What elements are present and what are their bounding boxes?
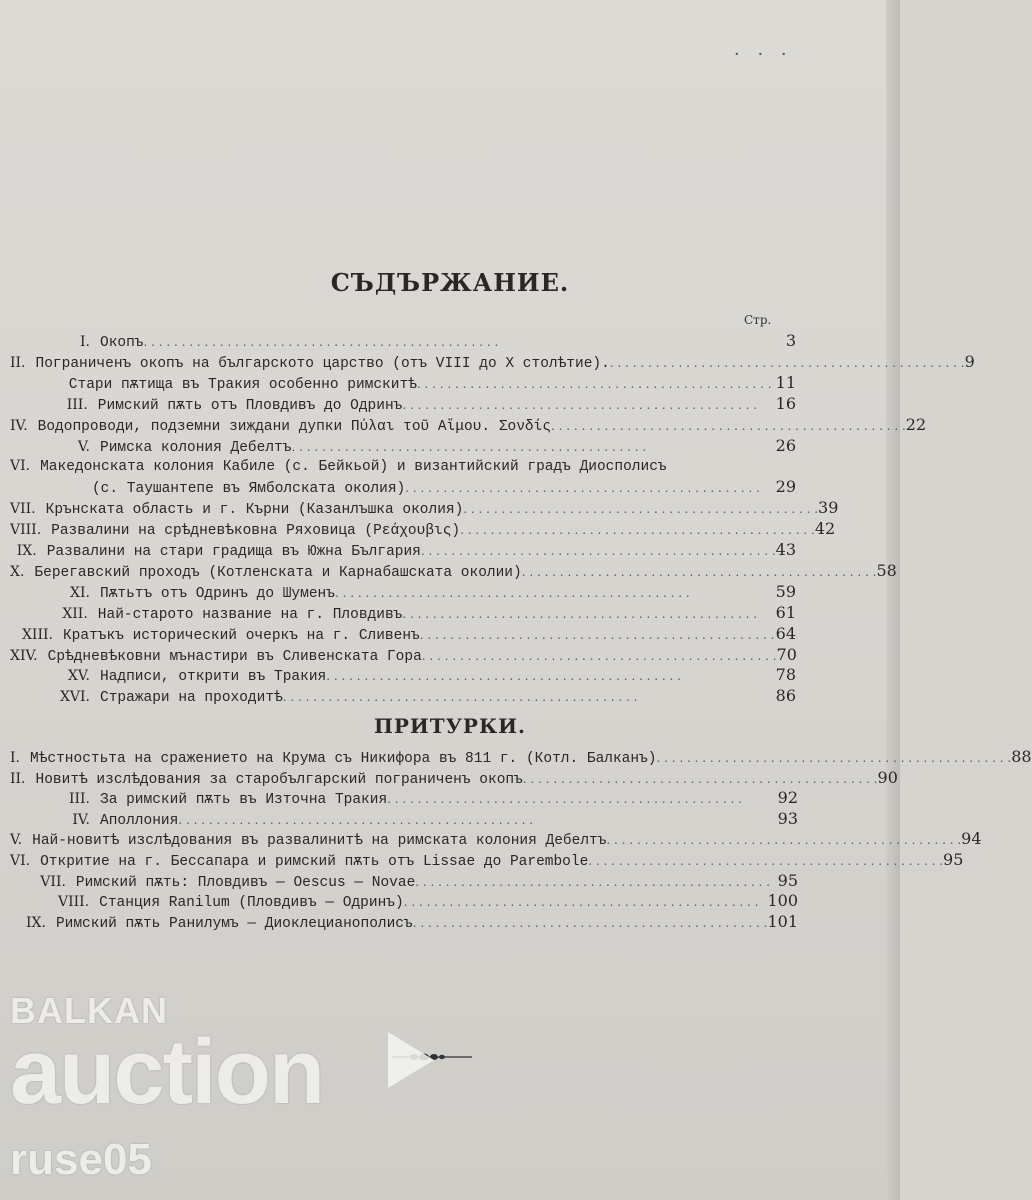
entry-number: II.: [10, 354, 26, 371]
contents-heading: СЪДЪРЖАНИЕ.: [330, 268, 570, 297]
entry-title: Надписи, открити въ Тракия: [100, 669, 327, 686]
contents-entry: [10, 625, 796, 645]
dot-leader: . . . . . . . . . . . . . . . . . . . . . . . . . . . . . . . . . . . . . . . . . . . . . . .: [282, 690, 638, 705]
contents-entry: [10, 666, 796, 686]
dot-leader: . . . . . . . . . . . . . . . . . . . . . . . . . . . . . . . . . . . . . . . . . . . . . . .: [405, 481, 760, 496]
contents-entry: [10, 646, 796, 666]
entry-page-number: 58: [876, 560, 897, 580]
entry-title: Римский пѫть: Пловдивъ — Oescus — Novae: [75, 874, 416, 891]
entry-title: Новитѣ изслѣдования за старобългарский пограниченъ окопъ: [35, 771, 523, 788]
entry-title: Окопъ: [100, 335, 144, 351]
entry-page-number: 94: [961, 829, 982, 849]
entry-page-number: 100: [767, 891, 798, 911]
dot-leader: . . . . . . . . . . . . . . . . . . . . . . . . . . . . . . . . . . . . . . . . . . . . . . .: [291, 439, 647, 454]
contents-entry: [10, 414, 927, 436]
page-edge: [886, 0, 900, 1200]
appendix-entry: [10, 892, 798, 912]
dot-leader: . . . . . . . . . . . . . . . . . . . . . . . . . . . . . . . . . . . . . . . . . . . . . . .: [551, 418, 906, 433]
contents-entry: [10, 351, 975, 373]
contents-entry: [10, 687, 796, 707]
entry-number: XII.: [62, 605, 88, 622]
entry-title: Аполлония: [100, 812, 179, 829]
dot-leader: . . . . . . . . . . . . . . . . . . . . . . . . . . . . . . . . . . . . . . . . . . . . . . .: [415, 874, 771, 889]
entry-page-number: 61: [775, 602, 796, 622]
appendix-heading: ПРИТУРКИ.: [373, 714, 527, 738]
watermark-line-2: auction: [10, 1021, 324, 1123]
entry-number: XVI.: [59, 689, 90, 706]
dot-leader: . . . . . . . . . . . . . . . . . . . . . . . . . . . . . . . . . . . . . . . . . . . . . . .: [419, 627, 775, 642]
appendix-entry: [10, 767, 898, 789]
contents-entry: [10, 560, 897, 582]
entry-number: III.: [66, 396, 88, 413]
entry-page-number: 101: [767, 911, 798, 931]
entry-page-number: 22: [905, 414, 927, 434]
dot-leader: . . . . . . . . . . . . . . . . . . . . . . . . . . . . . . . . . . . . . . . . . . . . . . .: [609, 355, 965, 370]
entry-page-number: 16: [775, 393, 796, 413]
entry-number: VII.: [40, 873, 66, 890]
entry-page-number: 90: [877, 767, 898, 787]
contents-entry: [10, 478, 796, 498]
dot-leader: . . . . . . . . . . . . . . . . . . . . . . . . . . . . . . . . . . . . . . . . . . . . . . .: [421, 648, 777, 663]
entry-title: Римска колония Дебелтъ: [100, 439, 292, 456]
entry-number: XIV.: [10, 647, 38, 664]
entry-number: XIII.: [21, 626, 53, 643]
entry-title: Римский пѫть Ранилумъ — Диоклецианополисъ: [55, 915, 413, 932]
entry-number: I.: [10, 750, 20, 766]
contents-entry: [10, 437, 796, 457]
entry-page-number: 9: [964, 351, 975, 371]
entry-number: VI.: [10, 458, 31, 475]
dot-leader: . . . . . . . . . . . . . . . . . . . . . . . . . . . . . . . . . . . . . . . . . . . . . . .: [416, 376, 772, 391]
appendix-entry: [10, 747, 1032, 768]
entry-title: За римский пѫть въ Източна Тракия: [100, 792, 388, 809]
dot-leader: . . . . . . . . . . . . . . . . . . . . . . . . . . . . . . . . . . . . . . . . . . . . . . .: [420, 544, 776, 558]
entry-title: Македонската колония Кабиле (с. Бейкьой) и византийский градъ Диосполисъ: [40, 459, 667, 476]
entry-title: Крънската область и г. Кърни (Казанлъшка околия): [45, 502, 464, 519]
entry-number: II.: [10, 770, 26, 787]
appendix-entry: [10, 829, 982, 850]
entry-page-number: 3: [785, 331, 796, 350]
entry-page-number: 78: [775, 665, 796, 685]
watermark-play-icon: [388, 1032, 434, 1088]
dot-leader: . . . . . . . . . . . . . . . . . . . . . . . . . . . . . . . . . . . . . . . . . . . . . . .: [606, 833, 962, 848]
dot-leader: . . . . . . . . . . . . . . . . . . . . . . . . . . . . . . . . . . . . . . . . . . . . . . .: [143, 335, 499, 349]
entry-number: III.: [68, 791, 90, 808]
entry-page-number: 59: [775, 581, 796, 601]
appendix-entry: [10, 810, 798, 830]
entry-number: VIII.: [57, 894, 90, 911]
appendix-entry: [10, 789, 798, 809]
entry-number: VI.: [10, 853, 31, 869]
corner-mark: · · ·: [734, 44, 793, 65]
entry-title: Стари пѫтища въ Тракия особенно римскитѣ: [68, 376, 417, 393]
entry-page-number: 42: [814, 519, 836, 539]
entry-number: IV.: [72, 811, 90, 828]
entry-title: Най-старото название на г. Пловдивъ: [97, 606, 403, 623]
entry-title: Берегавский проходъ (Котленската и Карнабашската околии): [34, 564, 522, 581]
entry-number: IV.: [10, 417, 28, 434]
contents-entry: [10, 374, 796, 394]
appendix-entry: [10, 872, 798, 892]
dot-leader: . . . . . . . . . . . . . . . . . . . . . . . . . . . . . . . . . . . . . . . . . . . . . . .: [521, 564, 877, 579]
entry-number: VII.: [10, 501, 36, 518]
dot-leader: . . . . . . . . . . . . . . . . . . . . . . . . . . . . . . . . . . . . . . . . . . . . . . .: [522, 771, 878, 786]
dot-leader: . . . . . . . . . . . . . . . . . . . . . . . . . . . . . . . . . . . . . . . . . . . . . . .: [402, 606, 758, 621]
contents-entry: [10, 604, 796, 624]
entry-page-number: 86: [775, 686, 796, 706]
entry-title: Развалини на срѣдневѣковна Ряховица (Ρεάχουβις): [51, 523, 461, 540]
entry-title: Срѣдневѣковни мънастири въ Сливенската Гора: [47, 648, 422, 665]
dot-leader: . . . . . . . . . . . . . . . . . . . . . . . . . . . . . . . . . . . . . . . . . . . . . . .: [334, 585, 690, 600]
entry-page-number: 95: [777, 870, 798, 890]
appendix-entry: [10, 913, 798, 933]
entry-title: Стражари на проходитѣ: [100, 690, 283, 707]
entry-title: Развалини на стари градища въ Южна България: [46, 544, 421, 560]
contents-entry: [10, 519, 836, 540]
entry-number: IX.: [25, 914, 46, 931]
dot-leader: . . . . . . . . . . . . . . . . . . . . . . . . . . . . . . . . . . . . . . . . . . . . . . .: [656, 751, 1012, 765]
entry-title: Кратъкъ исторический очеркъ на г. Сливенъ: [62, 627, 420, 644]
entry-page-number: 70: [776, 644, 797, 664]
dot-leader: . . . . . . . . . . . . . . . . . . . . . . . . . . . . . . . . . . . . . . . . . . . . . . .: [588, 854, 944, 868]
contents-entry: [10, 457, 796, 476]
entry-number: V.: [10, 832, 23, 849]
entry-number: V.: [77, 438, 90, 455]
entry-number: VIII.: [10, 522, 42, 539]
entry-number: XI.: [70, 584, 90, 601]
entry-title: Мѣстностьта на сражението на Крума съ Никифора въ 811 г. (Котл. Балканъ): [29, 751, 657, 767]
contents-entry: [10, 395, 796, 415]
contents-entry: [10, 583, 796, 603]
entry-page-number: 64: [775, 623, 796, 643]
dot-leader: . . . . . . . . . . . . . . . . . . . . . . . . . . . . . . . . . . . . . . . . . . . . . . .: [402, 397, 758, 412]
page-column-label: Стр.: [744, 313, 772, 327]
entry-page-number: 88: [1011, 747, 1032, 766]
entry-page-number: 39: [818, 498, 839, 518]
dot-leader: . . . . . . . . . . . . . . . . . . . . . . . . . . . . . . . . . . . . . . . . . . . . . . .: [178, 812, 534, 827]
appendix-entry: [10, 850, 964, 871]
contents-entry: [10, 332, 796, 352]
entry-title: Водопроводи, подземни зиждани дупки Πύλαι τοῦ Αἵμου. Σονδίς: [37, 418, 552, 435]
entry-title: Пограниченъ окопъ на българското царство (отъ VIII до X столѣтие).: [35, 355, 610, 372]
dot-leader: . . . . . . . . . . . . . . . . . . . . . . . . . . . . . . . . . . . . . . . . . . . . . . .: [326, 669, 681, 684]
watermark-line-1: BALKAN: [10, 990, 168, 1031]
dot-leader: . . . . . . . . . . . . . . . . . . . . . . . . . . . . . . . . . . . . . . . . . . . . . . .: [460, 523, 815, 538]
entry-page-number: 92: [777, 788, 798, 808]
entry-page-number: 43: [775, 540, 796, 559]
dot-leader: . . . . . . . . . . . . . . . . . . . . . . . . . . . . . . . . . . . . . . . . . . . . . . .: [412, 915, 768, 930]
entry-page-number: 29: [775, 477, 796, 497]
entry-number: IX.: [16, 543, 37, 559]
entry-number: I.: [80, 334, 90, 350]
entry-page-number: 11: [775, 372, 796, 392]
entry-title: Римский пѫть отъ Пловдивъ до Одринъ: [97, 397, 403, 414]
entry-title: (с. Таушантепе въ Ямболската околия): [91, 481, 406, 498]
entry-title: Пѫтьтъ отъ Одринъ до Шуменъ: [100, 585, 335, 602]
entry-title: Станция Ranilum (Пловдивъ — Одринъ): [99, 895, 404, 912]
entry-title: Най-новитѣ изслѣдования въ развалинитѣ на римската колония Дебелтъ: [32, 833, 607, 850]
entry-title: Откритие на г. Бессапара и римский пѫть отъ Lissae до Parembole: [40, 854, 589, 870]
entry-number: X.: [10, 563, 25, 580]
dot-leader: . . . . . . . . . . . . . . . . . . . . . . . . . . . . . . . . . . . . . . . . . . . . . . .: [403, 895, 759, 910]
contents-entry: [10, 498, 839, 519]
dot-leader: . . . . . . . . . . . . . . . . . . . . . . . . . . . . . . . . . . . . . . . . . . . . . . .: [463, 502, 819, 517]
entry-page-number: 93: [777, 808, 798, 828]
entry-number: XV.: [67, 668, 90, 685]
contents-entry: [10, 541, 796, 561]
watermark-line-3: ruse05: [10, 1135, 152, 1184]
entry-page-number: 26: [775, 435, 796, 455]
entry-page-number: 95: [943, 850, 964, 869]
dot-leader: . . . . . . . . . . . . . . . . . . . . . . . . . . . . . . . . . . . . . . . . . . . . . . .: [387, 792, 742, 807]
